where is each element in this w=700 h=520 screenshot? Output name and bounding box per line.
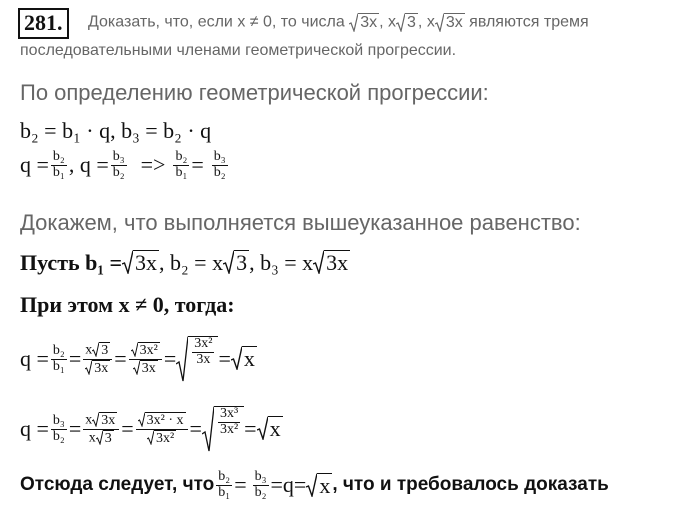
sqrt-x-result-2: x bbox=[257, 416, 283, 441]
fraction-xsqrt3-sqrt3x: x 3 3x bbox=[83, 342, 112, 376]
equals: = bbox=[191, 152, 204, 178]
sqrt-3x: 3x bbox=[349, 13, 379, 32]
fraction-sqrt3x2-sqrt3x: $\frac{\text{3x²}}{3x}$ bbox=[129, 342, 162, 376]
sqrt-3x-let: 3x bbox=[122, 250, 159, 275]
sqrt-3: 3 bbox=[396, 13, 418, 32]
statement-text-4: являются тремя bbox=[464, 13, 589, 31]
line-q-definition bbox=[20, 150, 230, 180]
problem-statement-line2: последовательными членами геометрической прогрессии. bbox=[20, 42, 457, 59]
equals-3: = bbox=[114, 346, 127, 371]
equals-q: =q= bbox=[270, 472, 307, 498]
equals-4: = bbox=[163, 346, 177, 371]
equals-9: = bbox=[244, 416, 257, 441]
sqrt-fraction-3x2-3x: $\frac{\text{3x²}}{3x}$ bbox=[176, 336, 218, 382]
problem-number: 281. bbox=[18, 8, 69, 39]
q-derivation-1 bbox=[20, 336, 257, 382]
equals-6: = bbox=[68, 416, 82, 441]
q-equals-3: q = bbox=[20, 416, 49, 441]
fraction-b3-b2-b: $\frac{\text{b₃}}{\text{b₂}}$ bbox=[213, 149, 226, 180]
implies-arrow: => bbox=[140, 152, 166, 178]
sqrt-fraction-3x3-3x2: $\frac{\text{3x³}}{\text{3x²}}$ bbox=[202, 406, 244, 452]
definition-heading: По определению геометрической прогрессии: bbox=[20, 80, 489, 105]
fraction-b2-b1-b: $\frac{\text{b₂}}{\text{b₁}}$ bbox=[175, 149, 188, 180]
statement-text-1: Доказать, что, если x ≠ 0, то числа bbox=[88, 13, 350, 31]
statement-text-3: , x bbox=[417, 13, 435, 31]
fraction-b2-b1-d: $\frac{\text{b₂}}{\text{b₁}}$ bbox=[218, 469, 231, 500]
fraction-b2-b1: $\frac{\text{b₂}}{\text{b₁}}$ bbox=[52, 149, 65, 180]
comma-q: , q = bbox=[68, 152, 109, 178]
prove-heading: Докажем, что выполняется вышеуказанное равенство: bbox=[20, 210, 581, 235]
conclusion-line bbox=[20, 470, 609, 500]
condition-line: При этом x ≠ 0, тогда: bbox=[20, 292, 235, 317]
fraction-sqrt3x2x-sqrt3x2: $\frac{\text{3x² · x}}{\text{3x²}}$ bbox=[136, 412, 188, 446]
conclusion-suffix: , что и требовалось доказать bbox=[332, 474, 609, 496]
q-derivation-2 bbox=[20, 406, 283, 452]
sqrt-3x-b: 3x bbox=[435, 13, 465, 32]
let-b2: , b₂ = x bbox=[159, 250, 224, 275]
fraction-b3-b2: $\frac{\text{b₃}}{\text{b₂}}$ bbox=[112, 149, 125, 180]
equals-2: = bbox=[68, 346, 82, 371]
sqrt-x-result: x bbox=[231, 346, 257, 371]
sqrt-x-conclusion: x bbox=[306, 473, 332, 498]
let-b3: , b₃ = x bbox=[249, 250, 314, 275]
equals-10: = bbox=[234, 472, 247, 498]
equals-8: = bbox=[189, 416, 202, 441]
statement-text-2: , x bbox=[379, 13, 397, 31]
fraction-xsqrt3x-xsqrt3: x 3x x 3 bbox=[83, 412, 119, 446]
q-equals-2: q = bbox=[20, 346, 49, 371]
q-equals: q = bbox=[20, 152, 49, 178]
fraction-b3-b2-d: $\frac{\text{b₃}}{\text{b₂}}$ bbox=[254, 469, 267, 500]
line-b: b₂ = b₁ · q, b₃ = b₂ · q bbox=[20, 118, 212, 143]
let-line bbox=[20, 250, 350, 276]
sqrt-3-let: 3 bbox=[223, 250, 249, 275]
fraction-b2-b1-c: $\frac{\text{b₂}}{\text{b₁}}$ bbox=[52, 342, 65, 374]
let-prefix: Пусть b₁ = bbox=[20, 250, 123, 275]
conclusion-prefix: Отсюда следует, что bbox=[20, 474, 215, 496]
equals-5: = bbox=[218, 346, 231, 371]
sqrt-3x-let-b: 3x bbox=[313, 250, 350, 275]
problem-statement bbox=[88, 13, 589, 32]
equals-7: = bbox=[121, 416, 134, 441]
fraction-b3-b2-c: $\frac{\text{b₃}}{\text{b₂}}$ bbox=[52, 412, 65, 444]
